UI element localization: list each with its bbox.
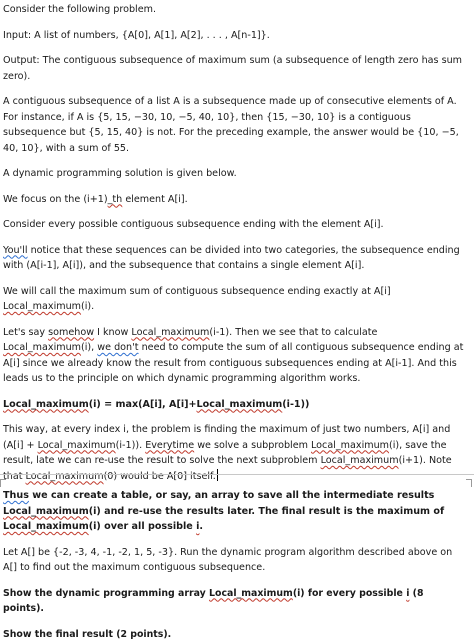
- thus-part: we can create a table, or say, an array to save all the intermediate results: [28, 490, 435, 501]
- page-separator: [0, 474, 474, 475]
- dp-given-text: A dynamic programming solution is given below.: [3, 168, 237, 179]
- spell-flag: _th: [107, 193, 123, 205]
- way-part: we solve a subproblem: [194, 439, 311, 451]
- final-result-question: Show the final result (2 points).: [3, 628, 172, 640]
- formula-part: (i-1)): [282, 398, 310, 410]
- intro-text: Consider the following problem.: [3, 4, 157, 15]
- spell-flag: Everytime: [145, 439, 195, 451]
- document-body[interactable]: [3, 2, 467, 484]
- notice-paragraph: [3, 243, 467, 274]
- spell-flag: somehow: [48, 326, 95, 338]
- spell-flag: Local_maximum: [320, 455, 399, 466]
- spell-flag: Local_maximum: [209, 587, 293, 599]
- show-part: Show the dynamic programming array: [3, 587, 210, 599]
- show-part: for every possible: [304, 587, 407, 599]
- show-part: (8 points).: [3, 587, 424, 614]
- page-corner-marker: [0, 479, 6, 487]
- consider-text: Consider every possible contiguous subsequence ending with the element A[i].: [3, 219, 384, 230]
- way-part: (0) would be A[0] itself.: [103, 470, 216, 482]
- thus-part: .: [199, 521, 204, 532]
- spell-flag: Local_maximum: [3, 398, 89, 410]
- focus-part: We focus on the (i+1): [3, 193, 108, 205]
- formula-part: (i) = max(A[i], A[i]+: [88, 398, 197, 410]
- spell-flag: Local_maximum: [3, 301, 82, 312]
- call-paragraph: [3, 284, 467, 315]
- spell-flag: Local_maximum: [311, 439, 390, 451]
- say-part: need to compute the sum of all contiguous subsequence ending at A[i] since we already know the result from contiguous subsequences ending at A[i-1]. And this leads us to the principle on which dynamic programming algorithm works.: [3, 342, 464, 384]
- thus-part: (i) and re-use the results later. The final result is the maximum of: [88, 505, 445, 517]
- definition-paragraph: A contiguous subsequence of a list A is a subsequence made up of consecutive elements of A. For instance, if A is {5, 15, −30, 10, −5, 40, 10}, then {15, −30, 10} is a contiguous subsequence but {5, 15, 40} is not. For the preceding example, the answer would be {10, −5, 40, 10}, with a sum of 55.: [3, 96, 459, 154]
- say-part: I know: [94, 326, 132, 338]
- way-part: (i+1). Note that: [3, 455, 452, 482]
- call-part: (i).: [81, 301, 95, 312]
- output-text: Output: The contiguous subsequence of maximum sum (a subsequence of length zero has sum zero).: [3, 55, 462, 82]
- say-paragraph: [3, 325, 467, 387]
- let-paragraph: Let A[] be {-2, -3, 4, -1, -2, 1, 5, -3}. Run the dynamic program algorithm described above on A[] to find out the maximum contiguous subsequence.: [3, 546, 453, 573]
- way-part: (i-1)).: [115, 439, 146, 451]
- show-array-question: [3, 586, 467, 617]
- show-part: (i): [292, 587, 305, 599]
- thus-part: (i) over all possible: [88, 521, 197, 532]
- spell-flag: Local_maximum: [37, 439, 116, 451]
- say-part: (i-1). Then we see that to calculate: [209, 326, 378, 338]
- spell-flag: Local_maximum: [3, 521, 89, 532]
- way-part: (i), save the result, late we can re-use the result to solve the next subproblem: [3, 439, 447, 466]
- grammar-flag: we don't: [97, 342, 139, 353]
- notice-part: notice that these sequences can be divided into two categories, the subsequence ending with (A[i-1], A[i]), and the subsequence that contains a single element A[i].: [3, 244, 460, 271]
- grammar-flag: Thus: [3, 490, 29, 501]
- focus-part: element A[i].: [122, 193, 188, 205]
- question-section[interactable]: [3, 488, 467, 642]
- thus-paragraph: [3, 488, 467, 535]
- focus-text: [3, 192, 467, 208]
- say-part: Let's say: [3, 326, 49, 338]
- way-part: This way, at every index i, the problem is finding the maximum of just two numbers, A[i] and (A[i] +: [3, 424, 451, 451]
- spell-flag: Local_maximum: [196, 398, 283, 410]
- say-part: (i),: [81, 342, 98, 353]
- call-part: We will call the maximum sum of contiguous subsequence ending exactly at A[i]: [3, 285, 391, 297]
- spell-flag: i: [196, 521, 200, 532]
- grammar-flag: You'll: [3, 244, 28, 256]
- recurrence-formula: [3, 397, 467, 413]
- spell-flag: Local_maximum: [3, 505, 89, 517]
- spell-flag: Local_maximum: [131, 326, 210, 338]
- input-text: Input: A list of numbers, {A[0], A[1], A[2], . . . , A[n-1]}.: [3, 29, 270, 41]
- page-corner-marker: [466, 479, 472, 487]
- spell-flag: Local_maximum: [25, 470, 104, 482]
- spell-flag: i: [406, 587, 410, 599]
- spell-flag: Local_maximum: [3, 342, 82, 353]
